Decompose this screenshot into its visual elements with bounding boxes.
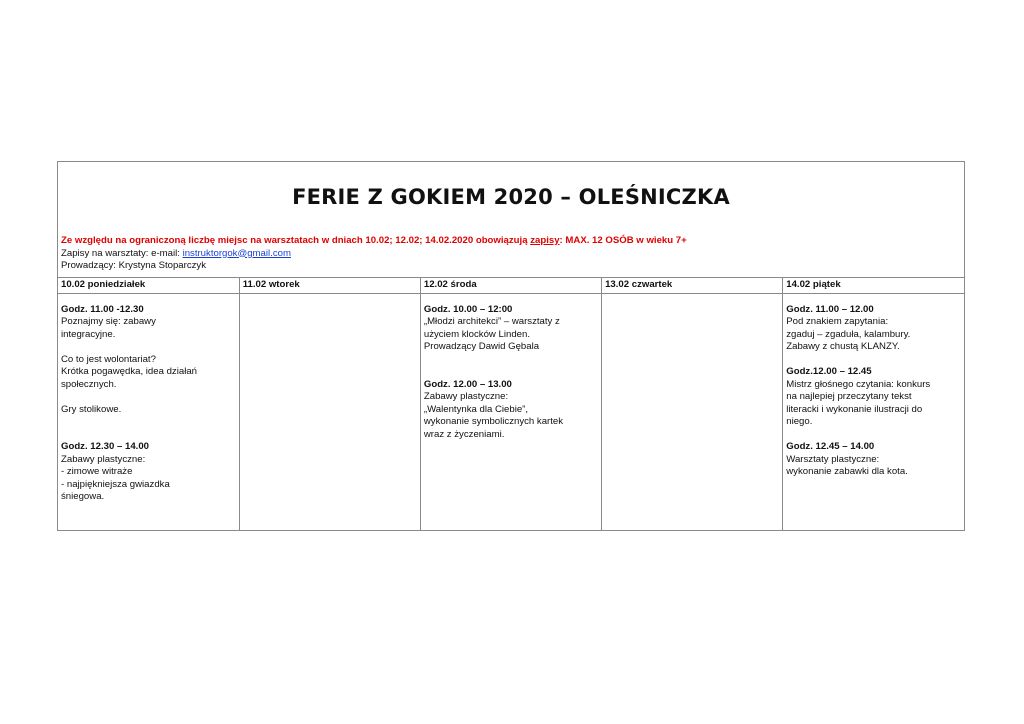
activity-block (786, 366, 961, 429)
activity-line: Pod znakiem zapytania: (786, 316, 889, 327)
activity-line: społecznych. (61, 378, 117, 390)
day-cell-wednesday (420, 293, 601, 530)
activity-time: Godz.12.00 – 12.45 (786, 366, 872, 377)
activity-line: Zabawy z chustą KLANZY. (786, 341, 900, 352)
activity-block (424, 304, 598, 354)
activity-line: niego. (786, 416, 813, 427)
activity-line: - zimowe witraże (61, 466, 133, 477)
activity-line: Co to jest wolontariat? (61, 353, 156, 365)
capacity-notice (61, 235, 687, 248)
activity-line: użyciem klocków Linden. (423, 328, 530, 340)
signup-line (61, 248, 687, 261)
activity-line: Krótka pogawędka, idea działań (61, 366, 198, 377)
activity-block (61, 354, 236, 392)
day-header-thursday: 13.02 czwartek (602, 278, 783, 293)
activity-block (61, 404, 236, 417)
activity-line: wraz z życzeniami. (423, 428, 505, 440)
activity-line: integracyjne. (61, 328, 116, 340)
day-cell-thursday (602, 293, 783, 530)
activity-line: wykonanie symbolicznych kartek (423, 416, 564, 427)
activity-line: Prowadzący Dawid Gębala (423, 341, 540, 352)
day-cell-monday (58, 293, 239, 530)
spacer (786, 354, 961, 367)
spacer (786, 429, 961, 442)
day-header-wednesday: 12.02 środa (420, 278, 601, 293)
notice-text-post: : MAX. 12 OSÓB w wieku 7+ (559, 235, 687, 246)
info-block (61, 235, 687, 273)
activity-line: Mistrz głośnego czytania: konkurs (786, 378, 931, 390)
activity-time: Godz. 12.45 – 14.00 (786, 441, 875, 452)
activity-line: Gry stolikowe. (61, 403, 122, 415)
activity-line: „Walentynka dla Ciebie”, (423, 403, 529, 415)
activity-line: zgaduj – zgaduła, kalambury. (786, 328, 911, 340)
activity-time: Godz. 11.00 -12.30 (61, 303, 144, 315)
header-cell (58, 162, 964, 278)
host-line: Prowadzący: Krystyna Stoparczyk (61, 260, 207, 271)
activity-time: Godz. 11.00 – 12.00 (786, 303, 874, 315)
activity-time: Godz. 12.00 – 13.00 (423, 378, 512, 390)
activity-block (786, 441, 961, 479)
activity-time: Godz. 10.00 – 12:00 (423, 303, 513, 315)
activity-block (61, 441, 236, 504)
spacer (61, 416, 236, 441)
activity-time: Godz. 12.30 – 14.00 (61, 441, 149, 452)
day-content-row (58, 293, 964, 530)
notice-signup-word: zapisy (530, 235, 560, 246)
activity-block (424, 379, 598, 442)
spacer (424, 354, 598, 379)
activity-line: Zabawy plastyczne: (61, 453, 146, 465)
email-link[interactable]: instruktorgok@gmail.com (182, 247, 291, 259)
activity-line: na najlepiej przeczytany tekst (786, 391, 912, 402)
spacer (61, 391, 236, 404)
spacer (61, 341, 236, 354)
day-cell-friday (783, 293, 964, 530)
activity-line: Warsztaty plastyczne: (786, 453, 880, 465)
days-grid (58, 278, 964, 530)
activity-block (786, 304, 961, 354)
day-header-friday: 14.02 piątek (783, 278, 964, 293)
page-title: FERIE Z GOKIEM 2020 – OLEŚNICZKA (292, 185, 730, 209)
day-cell-tuesday (239, 293, 420, 530)
activity-line: „Młodzi architekci” – warsztaty z (423, 316, 560, 327)
schedule-table (57, 161, 965, 531)
activity-line: - najpiękniejsza gwiazdka (61, 478, 170, 490)
activity-line: Poznajmy się: zabawy (61, 316, 156, 327)
day-header-tuesday: 11.02 wtorek (239, 278, 420, 293)
activity-line: śniegowa. (61, 491, 105, 502)
activity-line: wykonanie zabawki dla kota. (786, 466, 908, 477)
activity-line: literacki i wykonanie ilustracji do (786, 403, 923, 415)
activity-block (61, 304, 236, 342)
day-header-row (58, 278, 964, 293)
signup-label: Zapisy na warsztaty: e-mail: (61, 247, 183, 259)
notice-text-pre: Ze względu na ograniczoną liczbę miejsc na warsztatach w dniach 10.02; 12.02; 14.02.2020 obowiązują (61, 235, 531, 246)
day-header-monday: 10.02 poniedziałek (58, 278, 239, 293)
activity-line: Zabawy plastyczne: (423, 391, 509, 402)
